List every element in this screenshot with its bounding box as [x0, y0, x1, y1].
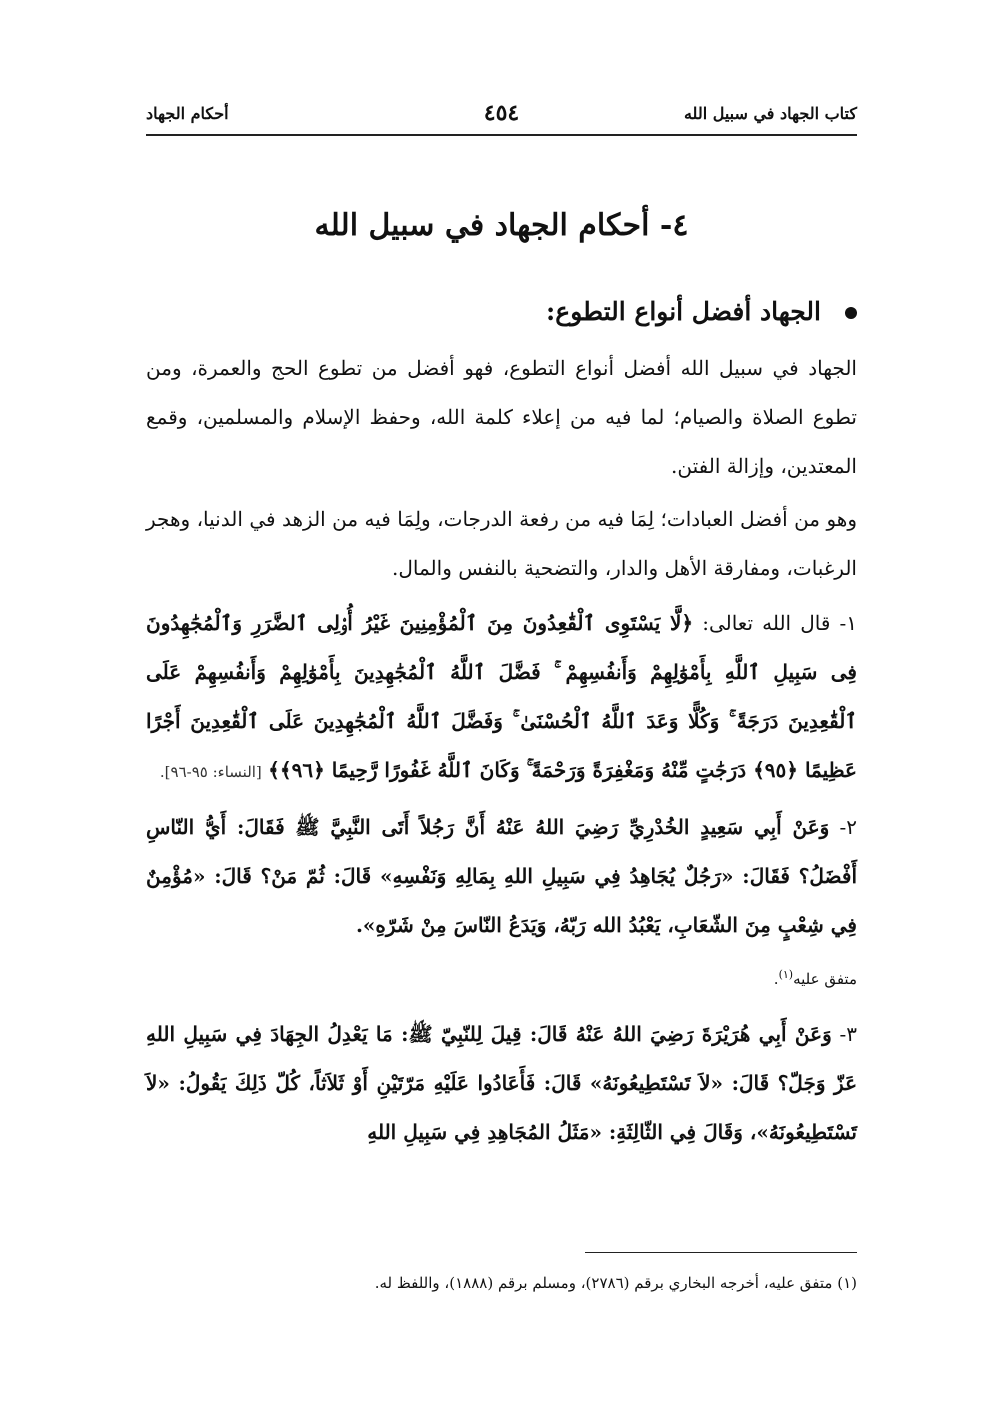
- item-3: [146, 1010, 857, 1157]
- item-1: [146, 599, 857, 797]
- page-number: ٤٥٤: [483, 100, 520, 126]
- section-heading-text: الجهاد أفضل أنواع التطوع:: [546, 297, 821, 326]
- header-book-title: كتاب الجهاد في سبيل الله: [683, 104, 857, 123]
- footnote-rule: [585, 1252, 857, 1253]
- hadith-text: وَعَنْ أَبِي سَعِيدٍ الخُدْرِيِّ رَضِيَ اللهُ عَنْهُ أَنَّ رَجُلاً أَتَى النَّبِيَّ ﷺ فَقَالَ: أَيُّ النّاسِ أَفْضَلُ؟ فَقَالَ: «رَجُلٌ يُجَاهِدُ فِي سَبِيلِ اللهِ بِمَالِهِ وَنَفْسِهِ» قَالَ: ثُمّ مَنْ؟ قَالَ: «مُؤْمِنٌ فِي شِعْبٍ مِنَ الشّعَابِ، يَعْبُدُ الله رَبّهُ، وَيَدَعُ النّاسَ مِنْ شَرّهِ».: [146, 815, 857, 937]
- chapter-title: ٤- أحكام الجهاد في سبيل الله: [314, 208, 689, 243]
- item-intro: قال الله تعالى:: [702, 611, 831, 635]
- item-number: ٣-: [839, 1022, 857, 1046]
- page-header: [146, 100, 857, 128]
- hadith-grading-text: متفق عليه: [793, 970, 857, 988]
- bullet-icon: [845, 307, 857, 319]
- hadith-grading: متفق عليه$^{(١)}$.: [773, 968, 857, 988]
- footnote: (١) متفق عليه، أخرجه البخاري برقم (٢٧٨٦)، ومسلم برقم (١٨٨٨)، واللفظ له.: [374, 1274, 857, 1292]
- paragraph-1: الجهاد في سبيل الله أفضل أنواع التطوع، فهو أفضل من تطوع الحج والعمرة، ومن تطوع الصلاة والصيام؛ لما فيه من إعلاء كلمة الله، وحفظ الإسلام والمسلمين، وقمع المعتدين، وإزالة الفتن.: [146, 356, 857, 478]
- item-number: ٢-: [839, 815, 858, 839]
- header-rule: [146, 134, 857, 136]
- quran-reference: [النساء: ٩٥-٩٦].: [159, 763, 262, 781]
- footnote-marker[interactable]: (١): [778, 968, 794, 981]
- paragraph-2: وهو من أفضل العبادات؛ لِمَا فيه من رفعة الدرجات، ولِمَا فيه من الزهد في الدنيا، وهجر الرغبات، ومفارقة الأهل والدار، والتضحية بالنفس والمال.: [146, 507, 857, 580]
- item-number: ١-: [839, 611, 857, 635]
- hadith-text: وَعَنْ أَبِي هُرَيْرَةَ رَضِيَ اللهُ عَنْهُ قَالَ: قِيلَ لِلنّبِيّ ﷺ: مَا يَعْدِلُ الجِهَادَ فِي سَبِيلِ اللهِ عَزّ وَجَلّ؟ قَالَ: «لاَ تَسْتَطِيعُونَهُ» قَالَ: فَأَعَادُوا عَلَيْهِ مَرّتَيْنِ أَوْ ثَلاَثاً، كُلّ ذَلِكَ يَقُولُ: «لاَ تَسْتَطِيعُونَهُ»، وَقَالَ فِي الثّالِثَةِ: «مَثَلُ المُجَاهِدِ فِي سَبِيلِ اللهِ: [146, 1022, 857, 1144]
- quran-quote: ﴿لَّا يَسْتَوِى ٱلْقَٰعِدُونَ مِنَ ٱلْمُؤْمِنِينَ غَيْرُ أُو۟لِى ٱلضَّرَرِ وَٱلْمُجَٰهِدُونَ فِى سَبِيلِ ٱللَّهِ بِأَمْوَٰلِهِمْ وَأَنفُسِهِمْ ۚ فَضَّلَ ٱللَّهُ ٱلْمُجَٰهِدِينَ بِأَمْوَٰلِهِمْ وَأَنفُسِهِمْ عَلَى ٱلْقَٰعِدِينَ دَرَجَةً ۚ وَكُلًّا وَعَدَ ٱللَّهُ ٱلْحُسْنَىٰ ۚ وَفَضَّلَ ٱللَّهُ ٱلْمُجَٰهِدِينَ عَلَى ٱلْقَٰعِدِينَ أَجْرًا عَظِيمًا ﴿٩٥﴾ دَرَجَٰتٍ مِّنْهُ وَمَغْفِرَةً وَرَحْمَةً ۚ وَكَانَ ٱللَّهُ غَفُورًا رَّحِيمًا ﴿٩٦﴾﴾: [146, 611, 857, 782]
- item-2: [146, 803, 857, 1004]
- header-section-title: أحكام الجهاد: [146, 104, 229, 123]
- section-heading: [146, 297, 857, 326]
